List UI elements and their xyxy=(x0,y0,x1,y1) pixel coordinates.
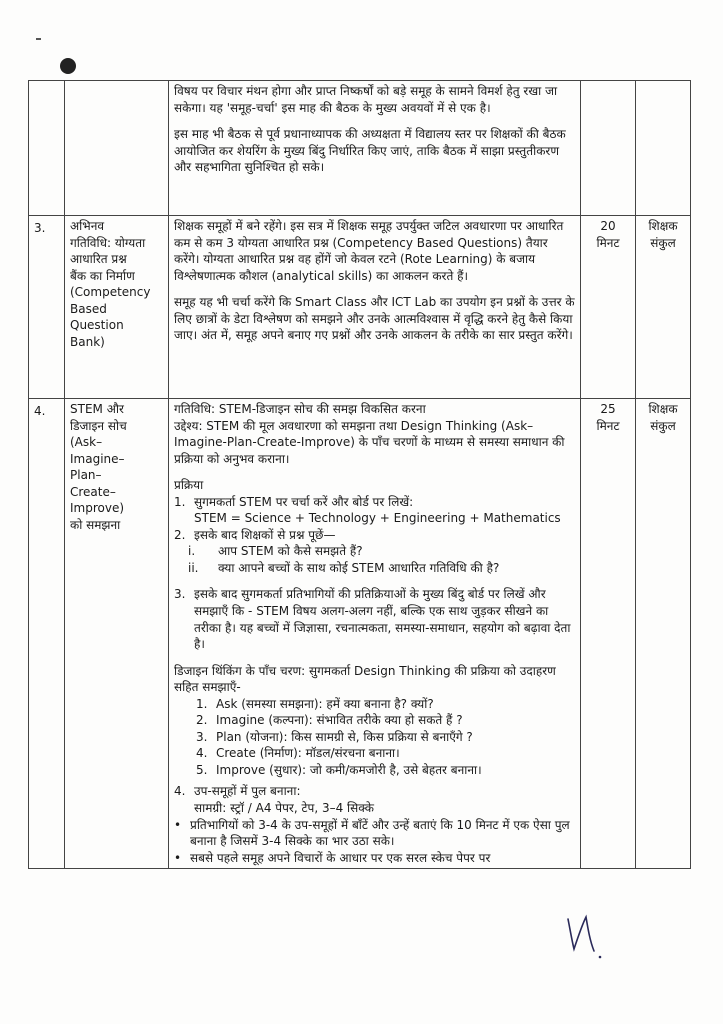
list-item xyxy=(174,783,575,800)
topic-cell xyxy=(65,216,169,399)
topic-line: Question xyxy=(70,318,124,333)
list-text: Ask (समस्या समझना): हमें क्या बनाना है? क्यों? xyxy=(216,696,434,711)
list-marker: 2. xyxy=(174,527,186,542)
topic-line: (Ask– xyxy=(70,435,103,450)
resource-line: संकुल xyxy=(650,418,676,433)
list-text: प्रतिभागियों को 3-4 के उप-समूहों में बाँटें और उन्हें बताएं कि 10 मिनट में एक ऐसा पुल बनाना है जिसमें 3-4 सिक्के का भार उठा सके। xyxy=(190,817,570,849)
content-cell xyxy=(169,216,581,399)
topic-line: Bank) xyxy=(70,334,105,349)
topic-cell xyxy=(65,81,169,216)
paragraph: शिक्षक समूहों में बने रहेंगे। इस सत्र में शिक्षक समूह उपर्युक्त जटिल अवधारणा पर आधारित कम से कम 3 योग्यता आधारित प्रश्न (Competency Based Questions) तैयार करेंगे। योग्यता आधारित प्रश्न वह होंगें जो केवल रटने (Rote Learning) के बजाय विश्लेषणात्मक कौशल (analytical skills) का आकलन करते हैं। xyxy=(174,219,564,283)
materials-line: सामग्री: स्ट्रॉ / A4 पेपर, टेप, 3–4 सिक्के xyxy=(194,801,375,816)
bullet-icon: • xyxy=(174,817,182,832)
resource-cell xyxy=(636,399,691,869)
paragraph: इस माह भी बैठक से पूर्व प्रधानाध्यापक की अध्यक्षता में विद्यालय स्तर पर शिक्षकों की बैठक आयोजित कर शेयरिंग के मुख्य बिंदु निर्धारित किए जाएं, ताकि बैठक में साझा प्रस्तुतीकरण और सहभागिता सुनिश्चित हो सके। xyxy=(174,127,566,175)
list-marker: ii. xyxy=(188,560,199,575)
serial-number: 3. xyxy=(29,216,65,399)
resource-line: शिक्षक xyxy=(648,402,678,416)
list-marker: 3. xyxy=(174,587,186,602)
design-thinking-step xyxy=(196,745,575,762)
list-text: सुगमकर्ता STEM पर चर्चा करें और बोर्ड पर लिखें: xyxy=(194,494,414,509)
formula-line: STEM = Science + Technology + Engineering + Mathematics xyxy=(194,511,561,526)
duration-unit: मिनट xyxy=(596,235,620,250)
list-text: Plan (योजना): किस सामग्री से, किस प्रक्रिया से बनाएँगे ? xyxy=(216,729,473,744)
topic-line: Create– xyxy=(70,484,116,499)
table-row-4 xyxy=(29,399,691,869)
list-marker: 1. xyxy=(174,494,186,509)
list-marker: 4. xyxy=(174,784,186,799)
list-marker: i. xyxy=(188,544,196,559)
list-text: उप-समूहों में पुल बनाना: xyxy=(194,784,301,799)
table-row-3 xyxy=(29,216,691,399)
design-thinking-step xyxy=(196,729,575,746)
signature-mark xyxy=(560,905,620,965)
time-cell xyxy=(581,81,636,216)
topic-line: गतिविधि: योग्यता xyxy=(70,235,146,250)
resource-line: संकुल xyxy=(650,235,676,250)
list-text: इसके बाद सुगमकर्ता प्रतिभागियों की प्रतिक्रियाओं के मुख्य बिंदु बोर्ड पर लिखें और समझाएँ कि - STEM विषय अलग-अलग नहीं, बल्कि एक साथ जुड़कर सीखने का तरीका है। यह बच्चों में जिज्ञासा, रचनात्मकता, समस्या-समाधान, सहयोग को बढ़ावा देता है। xyxy=(194,587,571,652)
table-row-continuation xyxy=(29,81,691,216)
objective-paragraph: उद्देश्य: STEM की मूल अवधारणा को समझना तथा Design Thinking (Ask–Imagine-Plan-Create-Improve) के पाँच चरणों के माध्यम से समस्या समाधान की प्रक्रिया को अनुभव कराना। xyxy=(174,418,565,466)
list-item xyxy=(174,586,575,652)
topic-line: STEM और xyxy=(70,402,124,416)
design-thinking-step xyxy=(196,696,575,713)
design-thinking-intro: डिजाइन थिंकिंग के पाँच चरण: सुगमकर्ता Design Thinking की प्रक्रिया को उदाहरण सहित समझाएँ- xyxy=(174,663,556,695)
serial-number: 4. xyxy=(29,399,65,869)
duration-value: 20 xyxy=(600,219,616,233)
topic-line: बैंक का निर्माण xyxy=(70,268,135,283)
process-heading: प्रक्रिया xyxy=(174,478,204,493)
duration-value: 25 xyxy=(600,402,616,416)
time-cell xyxy=(581,399,636,869)
bullet-item xyxy=(174,817,575,850)
resource-cell xyxy=(636,216,691,399)
topic-line: (Competency xyxy=(70,285,151,300)
activity-line: गतिविधि: STEM-डिजाइन सोच की समझ विकसित करना xyxy=(174,402,426,416)
corner-mark xyxy=(36,38,41,40)
topic-line: Based xyxy=(70,301,107,316)
sub-list-item xyxy=(174,543,575,560)
serial-cell xyxy=(29,81,65,216)
punch-hole xyxy=(60,58,76,74)
topic-line: अभिनव xyxy=(70,219,105,233)
topic-line: को समझना xyxy=(70,517,121,532)
list-marker: 1. xyxy=(196,696,208,711)
list-item xyxy=(174,494,575,511)
list-marker: 2. xyxy=(196,713,208,728)
content-cell xyxy=(169,81,581,216)
paragraph: समूह यह भी चर्चा करेंगे कि Smart Class और ICT Lab का उपयोग इन प्रश्नों के उत्तर के लिए छात्रों के डेटा विश्लेषण को समझने और उनके आत्मविश्वास में वृद्धि करने हेतु कैसे किया जाए। अंत में, समूह अपने बनाए गए प्रश्नों और उनके आकलन के तरीके का सार प्रस्तुत करेंगे। xyxy=(174,295,575,343)
topic-line: आधारित प्रश्न xyxy=(70,252,127,267)
list-marker: 4. xyxy=(196,746,208,761)
list-text: Improve (सुधार): जो कमी/कमजोरी है, उसे बेहतर बनाना। xyxy=(216,762,482,777)
list-text: सबसे पहले समूह अपने विचारों के आधार पर एक सरल स्केच पेपर पर xyxy=(190,850,491,865)
list-text: Create (निर्माण): मॉडल/संरचना बनाना। xyxy=(216,746,400,761)
paragraph: विषय पर विचार मंथन होगा और प्राप्त निष्कर्षों को बड़े समूह के सामने विमर्श हेतु रखा जा सकेगा। यह 'समूह-चर्चा' इस माह की बैठक के मुख्य अवयवों में से एक है। xyxy=(174,84,558,115)
session-plan-table xyxy=(28,80,691,869)
list-marker: 3. xyxy=(196,729,208,744)
duration-unit: मिनट xyxy=(596,418,620,433)
time-cell xyxy=(581,216,636,399)
design-thinking-step xyxy=(196,762,575,779)
content-cell xyxy=(169,399,581,869)
list-marker: 5. xyxy=(196,762,208,777)
list-text: इसके बाद शिक्षकों से प्रश्न पूछें— xyxy=(194,527,336,542)
design-thinking-steps xyxy=(174,696,575,779)
topic-line: Imagine– xyxy=(70,451,125,466)
bullet-list xyxy=(174,817,575,867)
bullet-item xyxy=(174,850,575,867)
list-text: क्या आपने बच्चों के साथ कोई STEM आधारित गतिविधि की है? xyxy=(218,560,500,575)
list-item xyxy=(174,527,575,544)
topic-line: Plan– xyxy=(70,468,102,483)
topic-cell xyxy=(65,399,169,869)
topic-line: डिजाइन सोच xyxy=(70,418,127,433)
sub-list-item xyxy=(174,560,575,577)
list-text: आप STEM को कैसे समझते हैं? xyxy=(218,544,363,559)
design-thinking-step xyxy=(196,712,575,729)
resource-cell xyxy=(636,81,691,216)
list-text: Imagine (कल्पना): संभावित तरीके क्या हो सकते हैं ? xyxy=(216,713,463,728)
resource-line: शिक्षक xyxy=(648,219,678,233)
topic-line: Improve) xyxy=(70,501,125,516)
bullet-icon: • xyxy=(174,850,182,865)
